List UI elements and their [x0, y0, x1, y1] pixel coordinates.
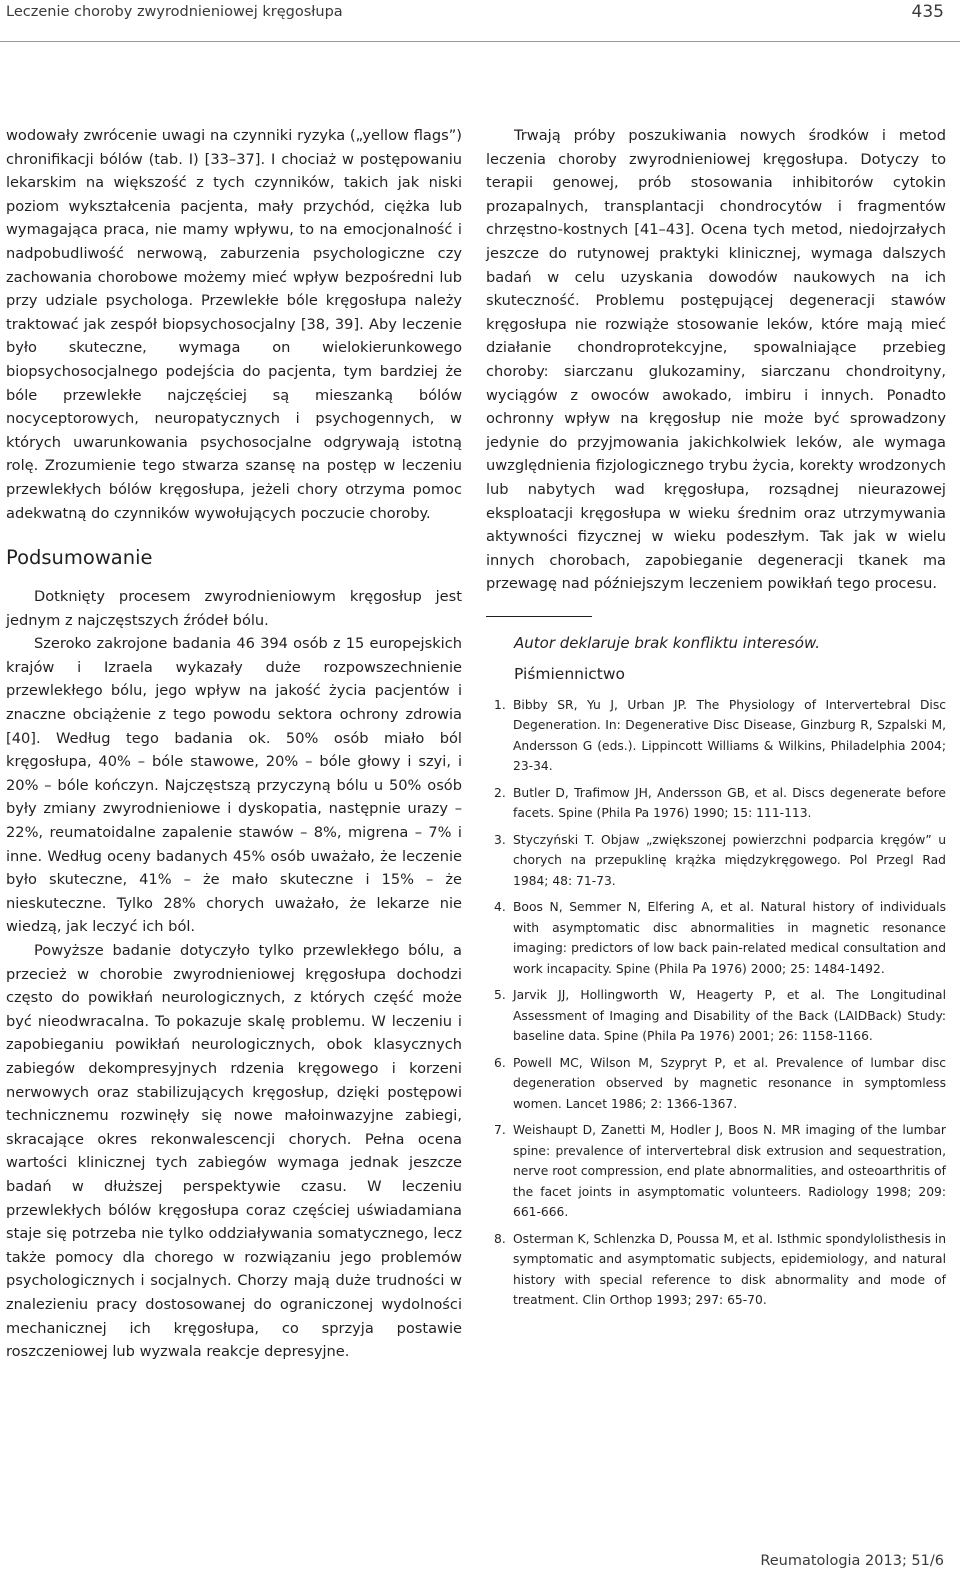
- conflict-of-interest-note: Autor deklaruje brak konfliktu interesów.: [514, 633, 821, 652]
- reference-number: 2.: [494, 785, 506, 800]
- reference-item: [494, 1120, 946, 1223]
- reference-text: Osterman K, Schlenzka D, Poussa M, et al. Isthmic spondylolisthesis in symptomatic and asymptomatic subjects, epidemiology, and natural history with special reference to disk abnormality and mode of treatment. Clin Orthop 1993; 297: 65-70.: [513, 1231, 946, 1308]
- reference-item: [494, 1053, 946, 1115]
- reference-text: Bibby SR, Yu J, Urban JP. The Physiology of Intervertebral Disc Degeneration. In: Degenerative Disc Disease, Ginzburg R, Szpalski M, Andersson G (eds.). Lippincott Williams & Wilkins, Philadelphia 2004; 23-34.: [513, 697, 946, 774]
- reference-text: Weishaupt D, Zanetti M, Hodler J, Boos N. MR imaging of the lumbar spine: prevalence of intervertebral disk extrusion and sequestration, nerve root compression, end plate abnormalities, and osteoarthritis of the facet joints in asymptomatic volunteers. Radiology 1998; 209: 661-666.: [513, 1123, 946, 1220]
- body-paragraph: Dotknięty procesem zwyrodnieniowym kręgosłup jest jednym z najczęstszych źródeł bólu.: [6, 588, 462, 629]
- page-number: 435: [911, 2, 944, 22]
- reference-number: 4.: [494, 900, 506, 915]
- reference-text: Boos N, Semmer N, Elfering A, et al. Natural history of individuals with asymptomatic disc abnormalities in magnetic resonance imaging: predictors of low back pain-related medical consultation and work incapacity. Spine (Phila Pa 1976) 2000; 25: 1484-1492.: [513, 900, 946, 976]
- running-title: Leczenie choroby zwyrodnieniowej kręgosłupa: [6, 4, 343, 20]
- section-heading: Podsumowanie: [6, 546, 153, 570]
- left-column: [6, 124, 462, 1364]
- body-paragraph: Szeroko zakrojone badania 46 394 osób z 15 europejskich krajów i Izraela wykazały duże rozpowszechnienie przewlekłego bólu, jego wpływ na jakość życia pacjentów i znaczne obciążenie z tego powodu sektora ochrony zdrowia [40]. Według tego badania ok. 50% osób miało ból kręgosłupa, 40% – bóle stawowe, 20% – bóle głowy i szyi, i 20% – bóle kończyn. Najczęstszą przyczyną bólu u 50% osób były zmiany zwyrodnieniowe i dyskopatia, następnie urazy – 22%, reumatoidalne zapalenie stawów – 8%, migrena – 7% i inne. Według oceny badanych 45% osób uważało, że leczenie było skuteczne, 41% – że mało skuteczne i 15% – że nieskuteczne. Tylko 28% chorych uważało, że lekarze nie wiedzą, jak leczyć ich ból.: [6, 635, 462, 936]
- reference-number: 1.: [494, 697, 506, 712]
- reference-text: Butler D, Trafimow JH, Andersson GB, et al. Discs degenerate before facets. Spine (Phila Pa 1976) 1990; 15: 111-113.: [513, 785, 946, 821]
- reference-number: 6.: [494, 1055, 506, 1070]
- reference-text: Powell MC, Wilson M, Szypryt P, et al. Prevalence of lumbar disc degeneration observed by magnetic resonance in symptomless women. Lancet 1986; 2: 1366-1367.: [513, 1055, 946, 1111]
- reference-number: 7.: [494, 1123, 506, 1138]
- running-header: [0, 0, 960, 42]
- body-paragraph: Powyższe badanie dotyczyło tylko przewlekłego bólu, a przecież w chorobie zwyrodnieniowej kręgosłupa dochodzi często do powikłań neurologicznych, z których część może być nieodwracalna. To pokazuje skalę problemu. W leczeniu i zapobieganiu powikłań neurologicznych, obok klasycznych zabiegów dekompresyjnych rdzenia kręgowego i korzeni nerwowych oraz stabilizujących kręgosłup, dzięki postępowi technicznemu rozwinęły się nowe małoinwazyjne zabiegi, skracające okres rekonwalescencji chorych. Pełna ocena wartości klinicznej tych zabiegów wymaga jednak jeszcze badań w dłuższej perspektywie czasu. W leczeniu przewlekłych bólów kręgosłupa coraz częściej uświadamiana staje się potrzeba nie tylko oddziaływania somatycznego, lecz także pomocy dla chorego w rozwiązaniu jego problemów psychologicznych i socjalnych. Chorzy mają duże trudności w znalezieniu pracy dostosowanej do ograniczonej wydolności mechanicznej ich kręgosłupa, co sprzyja postawie roszczeniowej lub wyzwala reakcje depresyjne.: [6, 942, 462, 1361]
- reference-item: [494, 1229, 946, 1311]
- reference-item: [494, 985, 946, 1047]
- reference-text: Styczyński T. Objaw „zwiększonej powierzchni podparcia kręgów” u chorych na przepuklinę krążka międzykręgowego. Pol Przegl Rad 1984; 48: 71-73.: [513, 832, 946, 888]
- body-paragraph: wodowały zwrócenie uwagi na czynniki ryzyka („yellow flags”) chronifikacji bólów (tab. I) [33–37]. I chociaż w postępowaniu lekarskim na większość z tych czynników, takich jak niski poziom wykształcenia pacjenta, mały przychód, ciężka lub wymagająca praca, nie mamy wpływu, to na emocjonalność i nadpobudliwość nerwową, zaburzenia psychologiczne czy zachowania chorobowe możemy mieć wpływ bezpośredni lub przy udziale psychologa. Przewlekłe bóle kręgosłupa należy traktować jak zespół biopsychosocjalny [38, 39]. Aby leczenie było skuteczne, wymaga on wielokierunkowego biopsychosocjalnego podejścia do pacjenta, tym bardziej że bóle przewlekłe najczęściej są mieszanką bólów nocyceptorowych, neuropatycznych i psychogennych, w których uwarunkowania psychosocjalne odgrywają istotną rolę. Zrozumienie tego stwarza szansę na postęp w leczeniu przewlekłych bólów kręgosłupa, jeżeli chory otrzyma pomoc adekwatną do czynników wywołujących poczucie choroby.: [6, 127, 462, 522]
- reference-number: 8.: [494, 1231, 506, 1246]
- journal-footer: Reumatologia 2013; 51/6: [760, 1553, 944, 1569]
- references-heading: Piśmiennictwo: [514, 664, 626, 683]
- section-divider: [486, 616, 592, 617]
- right-column: [486, 124, 946, 1317]
- reference-item: [494, 830, 946, 892]
- body-paragraph: Trwają próby poszukiwania nowych środków i metod leczenia choroby zwyrodnieniowej kręgosłupa. Dotyczy to terapii genowej, prób stosowania inhibitorów cytokin prozapalnych, transplantacji chondrocytów i fragmentów chrzęstno-kostnych [41–43]. Ocena tych metod, niedojrzałych jeszcze do rutynowej praktyki klinicznej, wymaga dalszych badań w celu uzyskania dowodów naukowych na ich skuteczność. Problemu postępującej degeneracji stawów kręgosłupa nie rozwiąże stosowanie leków, które mają mieć działanie chondroprotekcyjne, spowalniające przebieg choroby: siarczanu glukozaminy, siarczanu chondroityny, wyciągów z owoców awokado, imbiru i innych. Ponadto ochronny wpływ na kręgosłup nie może być sprowadzony jedynie do przyjmowania jakichkolwiek leków, ale wymaga uwzględnienia fizjologicznego trybu życia, korekty wrodzonych lub nabytych wad kręgosłupa, rozsądnej nieurazowej eksploatacji kręgosłupa w wieku średnim oraz utrzymywania aktywności fizycznej w wieku podeszłym. Tak jak w wielu innych chorobach, zapobieganie degeneracji tkanek ma przewagę nad późniejszym leczeniem powikłań tego procesu.: [486, 127, 946, 593]
- reference-item: [494, 783, 946, 824]
- reference-number: 5.: [494, 988, 506, 1003]
- reference-text: Jarvik JJ, Hollingworth W, Heagerty P, et al. The Longitudinal Assessment of Imaging and Disability of the Back (LAIDBack) Study: baseline data. Spine (Phila Pa 1976) 2001; 26: 1158-1166.: [513, 988, 946, 1044]
- reference-item: [494, 897, 946, 979]
- references-list: [486, 695, 946, 1311]
- reference-number: 3.: [494, 832, 506, 847]
- reference-item: [494, 695, 946, 777]
